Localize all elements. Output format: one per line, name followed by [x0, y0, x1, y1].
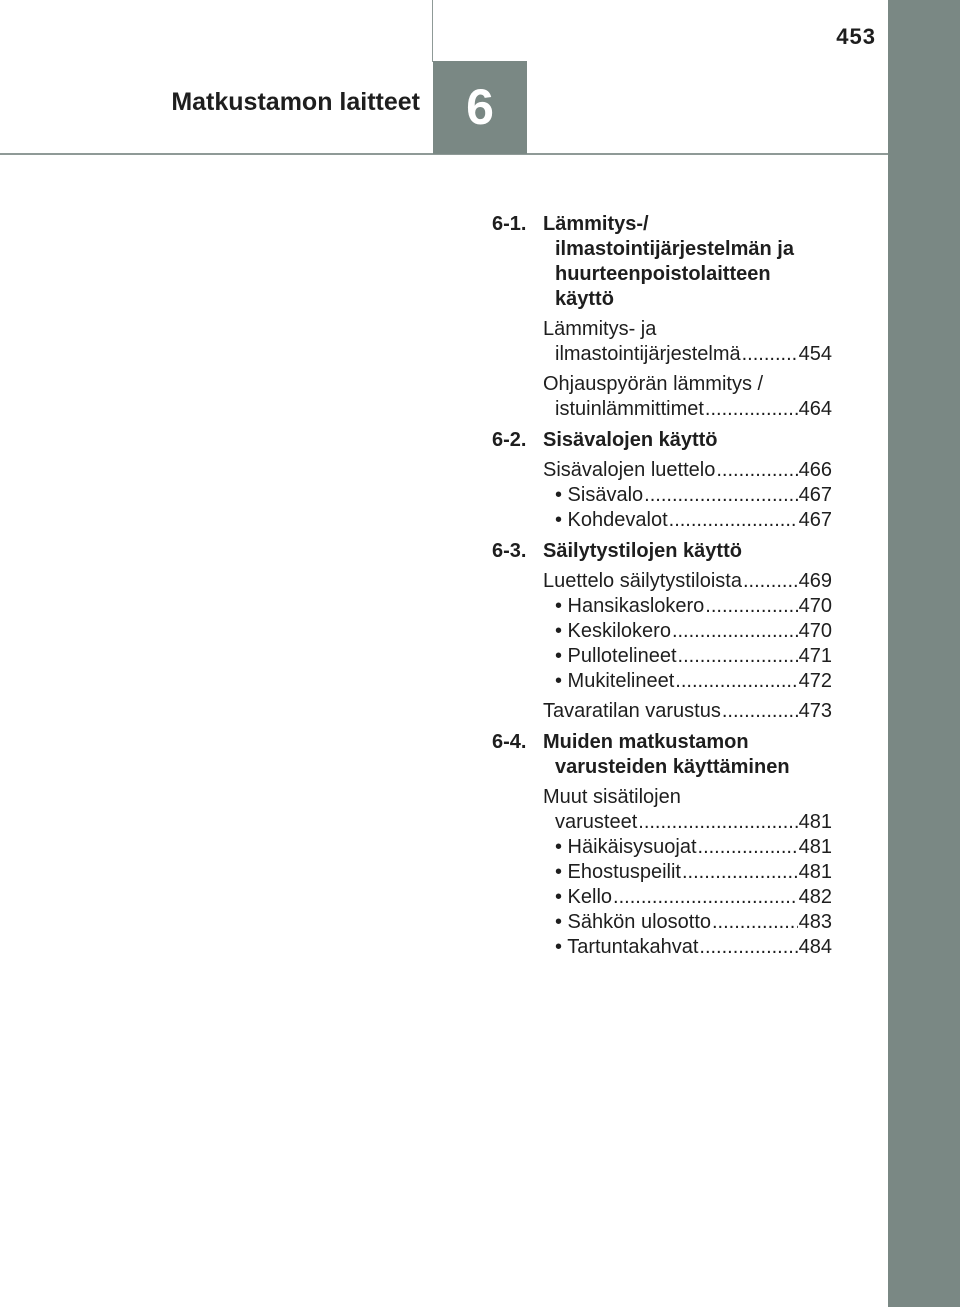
- toc-subentry[interactable]: [492, 835, 832, 860]
- subentry-title: • Keskilokero: [555, 620, 671, 642]
- subentry-page: 467: [798, 509, 832, 531]
- toc-entry[interactable]: [492, 785, 832, 835]
- entry-page: 464: [798, 398, 832, 420]
- subentry-title: • Tartuntakahvat: [555, 936, 699, 958]
- chapter-title: Matkustamon laitteet: [171, 88, 420, 116]
- entry-page: 473: [798, 700, 832, 722]
- dot-leader: [698, 835, 798, 860]
- header-divider: [432, 0, 433, 62]
- subentry-title: • Hansikaslokero: [555, 595, 705, 617]
- section-title: Säilytystilojen käyttö: [543, 540, 742, 562]
- entry-page: 469: [798, 570, 832, 592]
- dot-leader: [613, 885, 798, 910]
- toc-subentry[interactable]: [492, 619, 832, 644]
- dot-leader: [712, 910, 798, 935]
- section-number: 6-1.: [492, 213, 527, 235]
- entry-page: 454: [798, 343, 832, 365]
- toc-entry[interactable]: [492, 569, 832, 594]
- chapter-side-tab: [888, 0, 960, 1307]
- subentry-page: 482: [798, 886, 832, 908]
- toc-subentry[interactable]: [492, 594, 832, 619]
- entry-title: Tavaratilan varustus: [543, 700, 721, 722]
- dot-leader: [716, 458, 797, 483]
- entry-title: Sisävalojen luettelo: [543, 459, 716, 481]
- dot-leader: [672, 619, 798, 644]
- subentry-page: 481: [798, 861, 832, 883]
- toc-section-6-4[interactable]: [492, 730, 832, 780]
- entry-page: 481: [798, 811, 832, 833]
- subentry-page: 472: [798, 670, 832, 692]
- subentry-title: • Häikäisysuojat: [555, 836, 697, 858]
- toc-subentry[interactable]: [492, 935, 832, 960]
- dot-leader: [743, 569, 798, 594]
- toc-section-6-1[interactable]: [492, 212, 832, 312]
- subentry-title: • Sisävalo: [555, 484, 644, 506]
- toc-subentry[interactable]: [492, 910, 832, 935]
- entry-title: Lämmitys- ja: [543, 318, 657, 340]
- subentry-title: • Kohdevalot: [555, 509, 668, 531]
- page-number: 453: [836, 24, 876, 49]
- subentry-title: • Pullotelineet: [555, 645, 677, 667]
- toc-entry[interactable]: [492, 372, 832, 422]
- dot-leader: [644, 483, 797, 508]
- subentry-title: • Mukitelineet: [555, 670, 675, 692]
- dot-leader: [675, 669, 797, 694]
- section-title: Muiden matkustamon varusteiden käyttäminen: [543, 731, 790, 778]
- dot-leader: [678, 644, 798, 669]
- section-number: 6-2.: [492, 429, 527, 451]
- entry-title: istuinlämmittimet: [555, 398, 704, 420]
- entry-title: Ohjauspyörän lämmitys /: [543, 373, 764, 395]
- toc-entry[interactable]: [492, 458, 832, 483]
- toc-subentry[interactable]: [492, 860, 832, 885]
- section-number: 6-3.: [492, 540, 527, 562]
- entry-page: 466: [798, 459, 832, 481]
- subentry-page: 471: [798, 645, 832, 667]
- subentry-title: • Kello: [555, 886, 613, 908]
- dot-leader: [699, 935, 797, 960]
- toc-subentry[interactable]: [492, 644, 832, 669]
- entry-title: ilmastointijärjestelmä: [555, 343, 741, 365]
- dot-leader: [705, 397, 798, 422]
- entry-title: Muut sisätilojen: [543, 786, 681, 808]
- subentry-page: 483: [798, 911, 832, 933]
- subentry-title: • Ehostuspeilit: [555, 861, 681, 883]
- subentry-page: 481: [798, 836, 832, 858]
- section-title: Lämmitys-/ ilmastointijärjestelmän ja huurteenpoistolaitteen käyttö: [543, 213, 794, 310]
- toc-subentry[interactable]: [492, 508, 832, 533]
- toc-section-6-2[interactable]: [492, 428, 832, 453]
- dot-leader: [638, 810, 797, 835]
- toc-subentry[interactable]: [492, 669, 832, 694]
- toc-entry[interactable]: [492, 699, 832, 724]
- chapter-number-box: 6: [433, 61, 527, 154]
- toc-subentry[interactable]: [492, 885, 832, 910]
- dot-leader: [682, 860, 798, 885]
- subentry-page: 467: [798, 484, 832, 506]
- section-number: 6-4.: [492, 731, 527, 753]
- toc-subentry[interactable]: [492, 483, 832, 508]
- dot-leader: [722, 699, 798, 724]
- subentry-title: • Sähkön ulosotto: [555, 911, 711, 933]
- subentry-page: 484: [798, 936, 832, 958]
- dot-leader: [669, 508, 798, 533]
- toc-entry[interactable]: [492, 317, 832, 367]
- subentry-page: 470: [798, 595, 832, 617]
- dot-leader: [742, 342, 798, 367]
- entry-title: Luettelo säilytystiloista: [543, 570, 742, 592]
- toc-section-6-3[interactable]: [492, 539, 832, 564]
- dot-leader: [705, 594, 797, 619]
- subentry-page: 470: [798, 620, 832, 642]
- entry-title: varusteet: [555, 811, 638, 833]
- table-of-contents: [492, 212, 832, 960]
- section-title: Sisävalojen käyttö: [543, 429, 718, 451]
